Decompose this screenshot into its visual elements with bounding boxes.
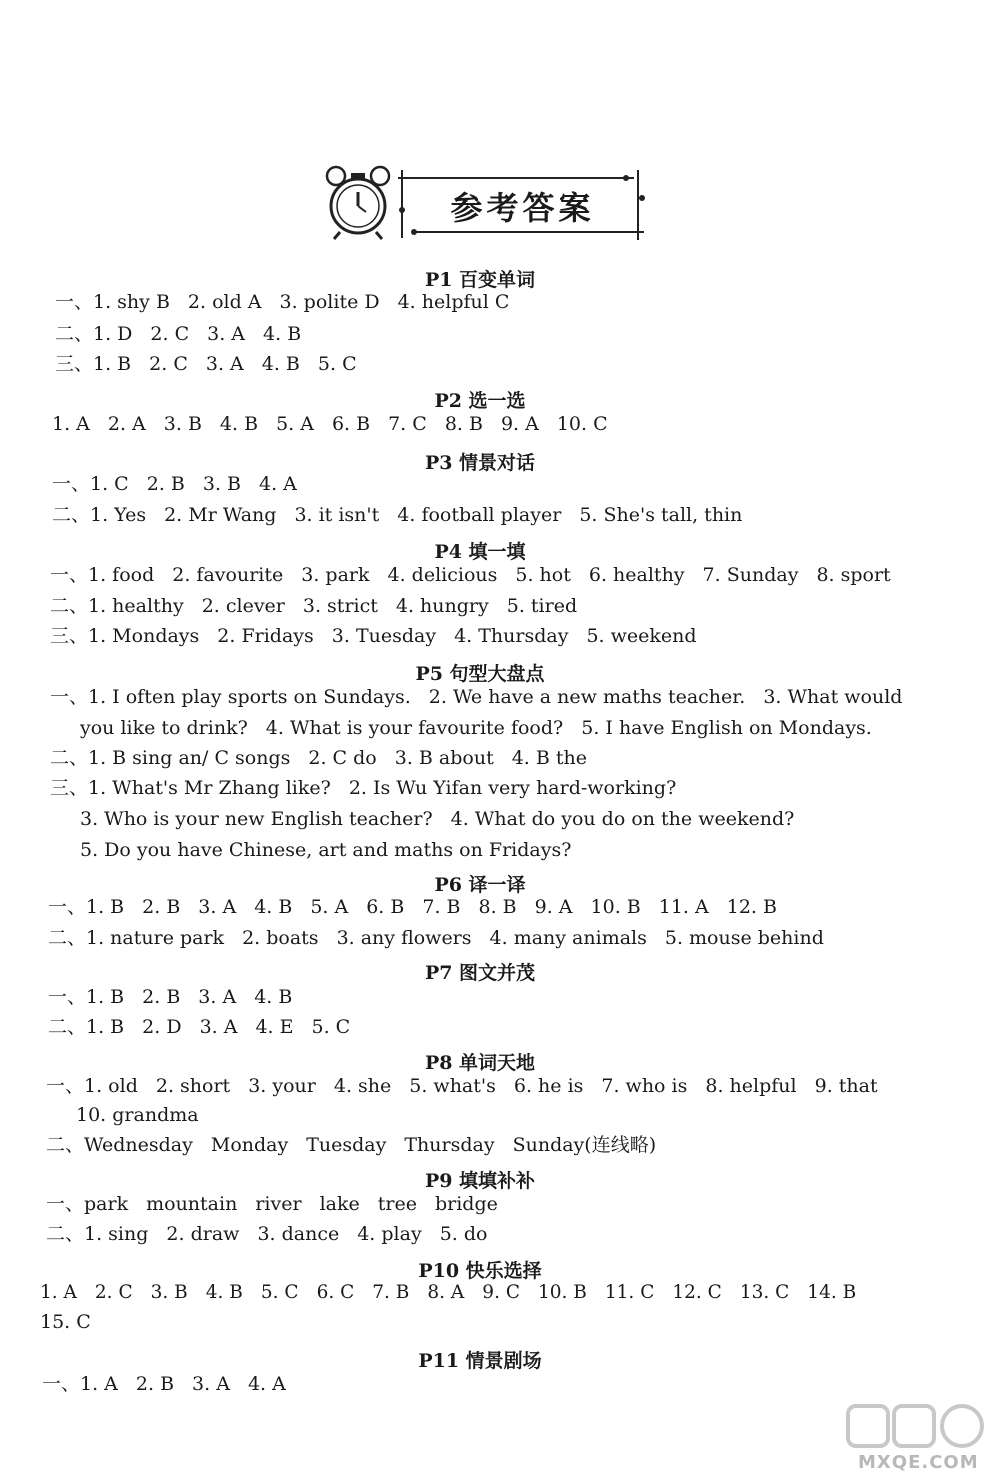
section-title-p4: P4 填一填: [434, 541, 526, 563]
section-title-p7: P7 图文并茂: [424, 962, 536, 984]
answer-line: 二、1. D 2. C 3. A 4. B: [55, 323, 302, 345]
answer-line: 二、1. healthy 2. clever 3. strict 4. hungry 5. tired: [50, 595, 578, 617]
answer-line: 二、Wednesday Monday Tuesday Thursday Sunday(连线略): [46, 1134, 657, 1156]
answer-line: 三、1. Mondays 2. Fridays 3. Tuesday 4. Thursday 5. weekend: [50, 625, 697, 647]
answer-line: 二、1. B sing an/ C songs 2. C do 3. B about 4. B the: [50, 747, 588, 769]
section-title-p2: P2 选一选: [434, 390, 526, 412]
answer-line: 一、1. A 2. B 3. A 4. A: [42, 1373, 286, 1395]
section-title-p9: P9 填填补补: [424, 1170, 536, 1192]
answer-line: 一、1. C 2. B 3. B 4. A: [52, 473, 297, 495]
page-title: 参考答案: [450, 189, 595, 227]
section-title-p5: P5 句型大盘点: [415, 663, 545, 685]
answer-line: 10. grandma: [76, 1104, 199, 1126]
section-title-p10: P10 快乐选择: [418, 1260, 542, 1282]
answer-line: 一、1. old 2. short 3. your 4. she 5. what's 6. he is 7. who is 8. helpful 9. that: [46, 1075, 878, 1097]
alarm-clock-icon: [322, 162, 394, 240]
answer-line: 一、1. I often play sports on Sundays. 2. We have a new maths teacher. 3. What would: [50, 686, 903, 708]
answer-line: you like to drink? 4. What is your favourite food? 5. I have English on Mondays.: [80, 717, 872, 739]
section-title-p8: P8 单词天地: [424, 1052, 536, 1074]
answer-line: 一、1. food 2. favourite 3. park 4. delicious 5. hot 6. healthy 7. Sunday 8. sport: [50, 564, 891, 586]
answer-line: 一、1. shy B 2. old A 3. polite D 4. helpful C: [55, 291, 510, 313]
answer-line: 二、1. B 2. D 3. A 4. E 5. C: [48, 1016, 351, 1038]
answer-line: 二、1. sing 2. draw 3. dance 4. play 5. do: [46, 1223, 488, 1245]
answer-line: 15. C: [40, 1311, 91, 1333]
answer-line: 三、1. What's Mr Zhang like? 2. Is Wu Yifan very hard-working?: [50, 777, 677, 799]
answer-line: 1. A 2. C 3. B 4. B 5. C 6. C 7. B 8. A 9. C 10. B 11. C 12. C 13. C 14. B: [40, 1282, 857, 1303]
watermark-text: MXQE.COM: [858, 1452, 979, 1473]
answer-line: 三、1. B 2. C 3. A 4. B 5. C: [55, 353, 357, 375]
section-title-p3: P3 情景对话: [424, 452, 536, 474]
answer-line: 二、1. nature park 2. boats 3. any flowers 4. many animals 5. mouse behind: [48, 927, 824, 949]
section-title-p6: P6 译一译: [434, 874, 526, 896]
answer-line: 一、1. B 2. B 3. A 4. B: [48, 986, 293, 1008]
answer-line: 一、1. B 2. B 3. A 4. B 5. A 6. B 7. B 8. B 9. A 10. B 11. A 12. B: [48, 896, 777, 918]
section-title-p11: P11 情景剧场: [418, 1350, 542, 1372]
answer-line: 二、1. Yes 2. Mr Wang 3. it isn't 4. football player 5. She's tall, thin: [52, 504, 743, 526]
answer-line: 一、park mountain river lake tree bridge: [46, 1193, 498, 1215]
section-title-p1: P1 百变单词: [424, 269, 536, 291]
answer-line: 5. Do you have Chinese, art and maths on Fridays?: [80, 839, 572, 861]
answer-line: 3. Who is your new English teacher? 4. What do you do on the weekend?: [80, 808, 795, 830]
answer-line: 1. A 2. A 3. B 4. B 5. A 6. B 7. C 8. B 9. A 10. C: [52, 413, 608, 435]
